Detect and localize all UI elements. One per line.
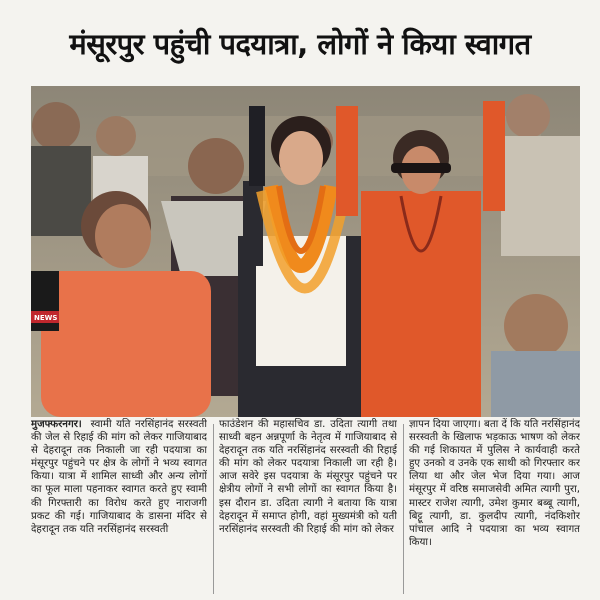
photo-illustration [31,86,580,417]
person-muffler [188,138,244,194]
article-column-2 [219,418,397,598]
news-microphone [31,271,59,331]
dateline: मुजफ्फरनगर। [31,419,82,430]
article-body [31,418,580,598]
headline: मंसूरपुर पहुंची पदयात्रा, लोगों ने किया स्वागत [69,27,531,61]
article-column-2-text: फाउंडेशन की महासचिव डा. उदिता त्यागी तथा साध्वी बहन अन्नपूर्णा के नेतृत्व में गाजियाबाद से देहरादून तक यति नरसिंहानंद सरस्वती की रिहाई की मांग को लेकर पदयात्रा निकाली जा रही है। आज सवेरे इस पदयात्रा के मंसूरपुर पहुंचने पर क्षेत्रीय लोगों ने सभी लोगों का स्वागत किया है। इस दौरान डा. उदिता त्यागी ने बताया कि यात्रा देहरादून में समाप्त होगी, वहां मुख्यमंत्री को यती नरसिंहानंद सरस्वती की रिहाई की मांग को लेकर [219,419,397,535]
person-right [504,294,568,358]
saffron-sadhvi [361,191,481,417]
column-divider [403,424,404,594]
article-column-1 [31,418,207,598]
padyatra-welcome-photo [31,86,580,417]
article-column-3-text: ज्ञापन दिया जाएगा। बता दें कि यति नरसिंहानंद सरस्वती के खिलाफ भड़काऊ भाषण को लेकर की गई शिकायत में पुलिस ने कार्यवाही करते हुए उनको व उनके एक साथी को गिरफ्तार कर लिया था और जेल भेज दिया गया। आज मंसूरपुर में वरिष्ठ समाजसेवी अमित त्यागी पुरा, मास्टर राजेश त्यागी, उमेश कुमार बब्बू त्यागी, बिट्टू त्यागी, डा. कुलदीप त्यागी, नंदकिशोर पांचाल आदि ने पदयात्रा का भव्य स्वागत किया। [409,419,580,548]
svg-text:NEWS: NEWS [34,314,58,322]
person-back-left [32,102,80,150]
article-column-1-text: स्वामी यति नरसिंहानंद सरस्वती की जेल से रिहाई की मांग को लेकर गाजियाबाद से देहरादून तक निकाली जा रही पदयात्रा का मंसूरपुर पहुंचने पर क्षेत्र के लोगों ने भव्य स्वागत किया। यात्रा में शामिल साध्वी और अन्य लोगों का फूल माला पहनाकर स्वागत करते हुए स्वामी की गिरफ्तारी का विरोध करते हुए नाराजगी प्रकट की गई। गाजियाबाद के डासना मंदिर से देहरादून तक यति नरसिंहानंद सरस्वती [31,419,207,535]
column-divider [213,424,214,594]
article-column-3 [409,418,580,598]
